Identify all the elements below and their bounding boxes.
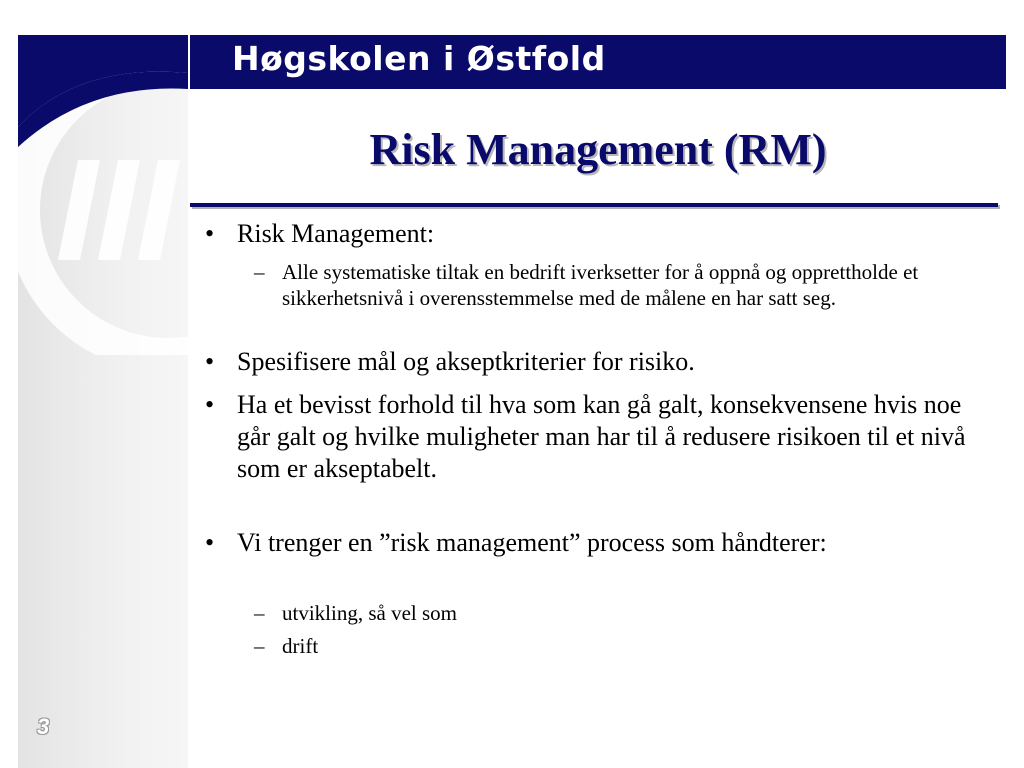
- bullet-item: [205, 389, 985, 485]
- bullet-text: Vi trenger en ”risk management” process som håndterer:: [237, 528, 827, 557]
- dash-mark: –: [254, 601, 265, 625]
- subbullet-text: drift: [282, 634, 319, 658]
- banner-title: Høgskolen i Østfold: [232, 39, 606, 78]
- subbullet-item: [254, 600, 882, 626]
- slide-number: 3: [37, 714, 50, 739]
- subbullet-item: [254, 633, 882, 659]
- bullet-item: [205, 218, 997, 250]
- bullet-text: Ha et bevisst forhold til hva som kan gå galt, konsekvensene hvis noe går galt og hvilke muligheter man har til å redusere risikoen til et nivå som er akseptabelt.: [237, 390, 966, 483]
- subbullet-item: [254, 259, 982, 311]
- bullet-mark: •: [205, 528, 215, 557]
- subbullet-text: utvikling, så vel som: [282, 601, 457, 625]
- dash-mark: –: [254, 634, 265, 658]
- bullet-item: [205, 346, 997, 378]
- bullet-text: Spesifisere mål og akseptkriterier for risiko.: [237, 347, 695, 376]
- dash-mark: –: [254, 260, 265, 284]
- bullet-mark: •: [205, 347, 215, 376]
- college-logo-icon: [18, 35, 188, 355]
- bullet-item: [205, 527, 887, 559]
- bullet-mark: •: [205, 219, 215, 248]
- bullet-mark: •: [205, 390, 215, 419]
- slide-title: Risk Management (RM): [369, 125, 827, 174]
- bullet-text: Risk Management:: [237, 219, 435, 248]
- subbullet-text: Alle systematiske tiltak en bedrift iverksetter for å oppnå og opprettholde et sikkerhetsnivå i overensstemmelse med de målene en har satt seg.: [282, 260, 919, 310]
- title-divider: [190, 203, 998, 207]
